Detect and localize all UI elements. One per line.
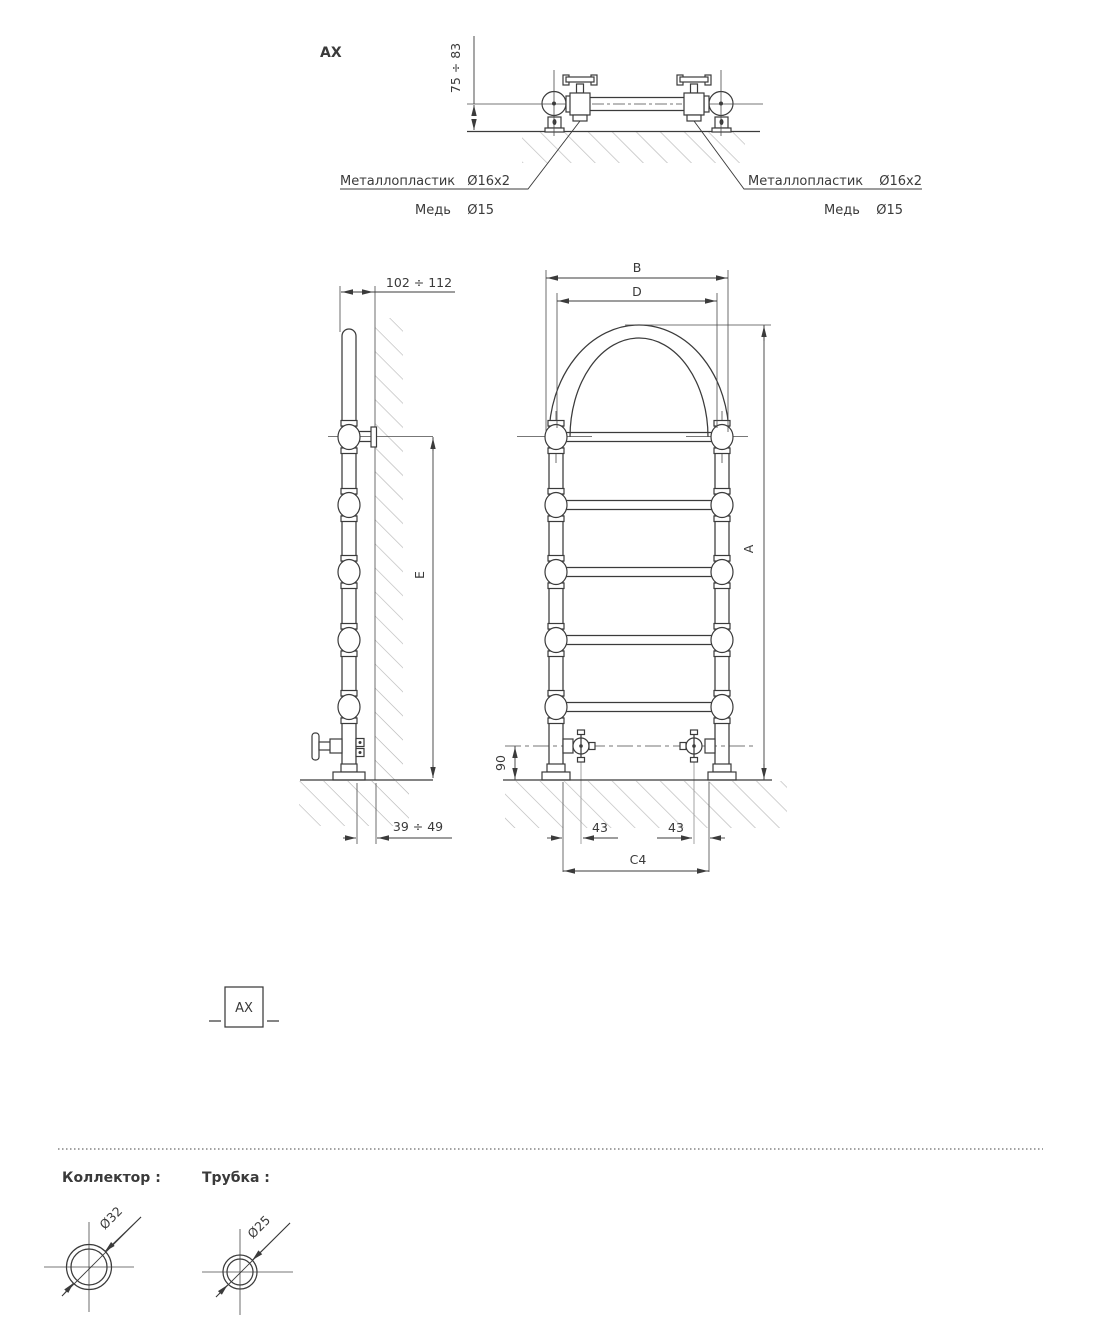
legend [44, 1149, 1043, 1315]
side-post [338, 329, 360, 766]
floor-hatch-front [505, 781, 787, 828]
dim-label-43-right: 43 [668, 820, 684, 835]
tube-section-icon [202, 1212, 293, 1315]
tube-diameter-label: Ø25 [244, 1212, 274, 1242]
top-view [320, 36, 922, 218]
dim-label-B: B [632, 260, 642, 275]
label-copper-size-left: Ø15 [467, 203, 494, 218]
post-axis-dot-left [552, 102, 556, 106]
wall-flange [371, 427, 377, 447]
label-copper-right: Медь [824, 203, 860, 218]
dim-label-102-112: 102 ÷ 112 [385, 275, 453, 290]
label-material-size-left: Ø16x2 [467, 174, 510, 189]
label-material-size-right: Ø16x2 [879, 174, 922, 189]
dim-D [557, 284, 717, 428]
dim-label-A: A [741, 544, 756, 554]
valve-icon-front-left [573, 730, 595, 762]
dim-75-83 [448, 36, 474, 130]
dim-label-E: E [412, 571, 427, 579]
label-material-right: Металлопластик [748, 174, 864, 189]
collector-label: Коллектор : [62, 1170, 161, 1186]
dim-label-D: D [632, 284, 642, 299]
arch-inner [570, 338, 708, 437]
front-joints [545, 421, 733, 724]
dim-E [412, 437, 433, 778]
section-marker [209, 987, 279, 1027]
wall-hatch-top-view [522, 132, 745, 163]
valve-icon-front-right [680, 730, 702, 762]
dim-C4 [563, 852, 709, 871]
collector-section-icon [44, 1203, 141, 1312]
tube-label: Трубка : [202, 1170, 270, 1186]
side-view [299, 275, 455, 844]
front-view [493, 260, 787, 872]
crossbar-pipe [590, 98, 684, 111]
dim-label-C4: C4 [629, 852, 647, 867]
dim-label-43-left: 43 [592, 820, 608, 835]
label-copper-size-right: Ø15 [876, 203, 903, 218]
section-title: AX [320, 45, 342, 61]
rungs [563, 433, 715, 712]
post-axis-dot-right [719, 102, 723, 106]
arch-outer [549, 325, 729, 437]
dim-90 [493, 746, 515, 780]
dim-label-75-83: 75 ÷ 83 [448, 42, 463, 94]
collector-diameter-label: Ø32 [96, 1203, 126, 1233]
dim-label-39-49: 39 ÷ 49 [392, 819, 444, 834]
wall-hatch-side [375, 318, 403, 780]
front-posts [549, 421, 729, 766]
label-copper-left: Медь [415, 203, 451, 218]
dim-label-90: 90 [493, 755, 508, 771]
label-material-left: Металлопластик [340, 174, 456, 189]
section-marker-label: AX [235, 1001, 253, 1016]
